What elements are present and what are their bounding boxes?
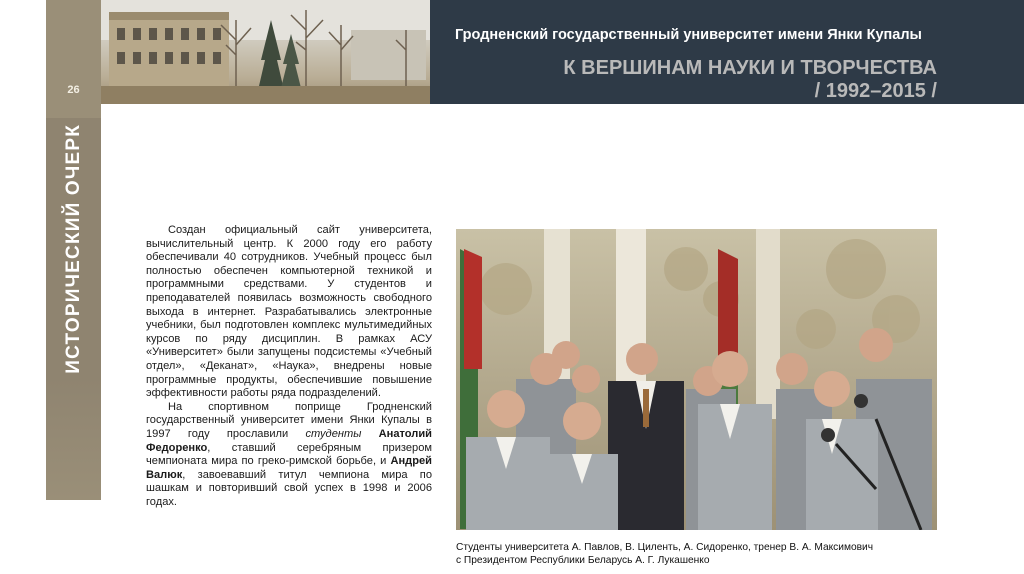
book-title xyxy=(563,57,937,103)
p2-text-a: На спортивном поприще Гродненский государственный университет имени Янки Купалы в 1997 году прославили xyxy=(146,400,432,440)
university-name: Гродненский государственный университет имени Янки Купалы xyxy=(455,27,922,43)
photo-caption xyxy=(456,542,873,567)
p2-name-valyuk: Андрей Валюк xyxy=(146,455,432,481)
p2-name-fedorenko: Анатолий Федоренко xyxy=(146,427,432,454)
strip-fade xyxy=(46,378,101,500)
paragraph-2 xyxy=(146,401,432,510)
p2-students: студенты xyxy=(305,427,362,440)
p2-text-b xyxy=(361,428,378,440)
group-photo xyxy=(456,229,937,530)
p2-text-d: , завоевавший титул чемпиона мира по шашкам и повторивший свой успех в 1998 и 2006 годах. xyxy=(146,468,432,508)
caption-line1: Студенты университета А. Павлов, В. Циленть, А. Сидоренко, тренер В. А. Максимович xyxy=(456,542,874,553)
caption-line2: с Президентом Республики Беларусь А. Г. Лукашенко xyxy=(456,554,710,566)
header-bar xyxy=(430,0,1024,104)
p2-text-c: , ставший серебряным призером чемпионата мира по греко-римской борьбе, и xyxy=(146,441,432,468)
section-title: ИСТОРИЧЕСКИЙ ОЧЕРК xyxy=(62,124,84,374)
book-title-line1: К ВЕРШИНАМ НАУКИ И ТВОРЧЕСТВА xyxy=(563,57,937,79)
page-number: 26 xyxy=(67,84,80,96)
book-title-line2: / 1992–2015 / xyxy=(814,80,937,102)
header-campus-photo xyxy=(101,0,430,104)
paragraph-1: Создан официальный сайт университета, вычислительный центр. К 2000 году его работу обеспечивали 40 сотрудников. Учебный процесс был полностью обеспечен компьютерной техникой и программными средствами. У студентов и преподавателей появилась возможность свободного выхода в интернет. Разрабатывались электронные учебники, был подготовлен комплекс мультимедийных курсов по ряду дисциплин. В рамках АСУ «Университет» были запущены подсистемы «Учебный отдел», «Деканат», «Наука», внедрены новые программные продукты, обеспечившие повышение эффективности работы ряда подразделений. xyxy=(146,224,432,400)
article-text xyxy=(146,224,432,509)
section-label xyxy=(46,118,101,378)
side-strip xyxy=(46,0,101,500)
